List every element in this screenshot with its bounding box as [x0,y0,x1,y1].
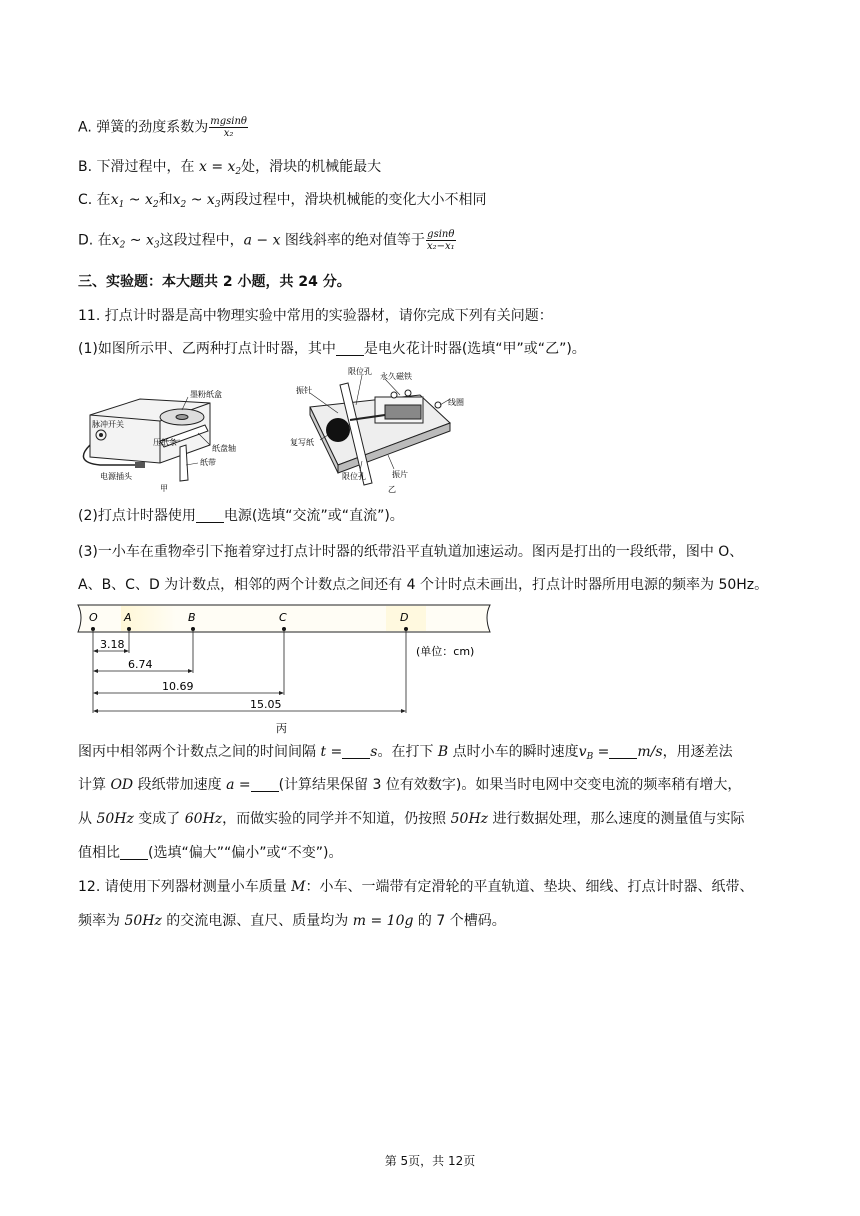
math-v: v [578,744,587,760]
math-sub: 1 [118,200,125,210]
option-a-fraction [209,116,248,139]
q11-part3-line5 [78,809,744,829]
label-paper-tape: 纸带 [200,458,216,467]
option-c [78,190,487,215]
math-a: a = [226,777,251,793]
q11-part2-pre: (2)打点计时器使用 [78,508,196,524]
text-span: 计算 [78,777,111,793]
math-x: x [111,232,120,249]
math-x: x [172,192,181,208]
option-d-mid: 这段过程中， [159,232,244,249]
q11-part3-line4 [78,775,741,795]
option-a-text: A. 弹簧的劲度系数为 [78,119,209,136]
answer-blank[interactable] [251,777,279,792]
text-span: 进行数据处理，那么速度的测量值与实际 [488,811,745,827]
math-x: x [110,192,119,208]
q11-part3-line1: (3)一小车在重物牵引下拖着穿过打点计时器的纸带沿平直轨道加速运动。图丙是打出的一段纸带，图中 O、 [78,544,744,560]
label-carbon-paper: 复写纸 [290,438,314,447]
fraction-denominator: x₂ [223,128,234,139]
math-sub: 2 [180,200,187,210]
option-b-pre: B. 下滑过程中，在 [78,159,199,175]
label-toner-box: 墨粉纸盒 [190,390,222,399]
q11-part2-post: 电源(选填“交流”或“直流”)。 [223,508,404,524]
answer-blank[interactable] [342,744,370,759]
figure-bing-tape [76,601,496,736]
math-50hz: 50Hz [96,811,134,827]
label-permanent-magnet: 永久磁铁 [380,372,412,381]
option-c-pre: C. 在 [78,192,111,208]
tape-point-b: B [188,611,196,624]
tape-point-c: C [279,611,287,624]
label-power-plug: 电源插头 [100,472,132,481]
figure-yi-drawing [290,365,490,495]
q12-line1 [78,877,754,897]
option-b-sub: 2 [235,167,242,177]
text-span: 的交流电源、直尺、质量均为 [161,913,353,929]
text-span: (计算结果保留 3 位有效数字)。如果当时电网中交变电流的频率稍有增大， [278,777,742,793]
math-x: x [144,192,153,208]
math-x: x [145,232,154,249]
caption-jia: 甲 [160,484,168,493]
tape-unit: (单位：cm) [416,645,475,658]
distance-oc: 10.69 [162,680,194,693]
math-sub: 2 [152,200,159,210]
text-span: 从 [78,811,97,827]
option-d [78,229,456,256]
q11-part3-line2: A、B、C、D 为计数点，相邻的两个计数点之间还有 4 个计时点未画出，打点计时器所用电源的频率为 50Hz。 [78,577,769,593]
label-pulse-switch: 脉冲开关 [92,420,124,429]
text-span: 点时小车的瞬时速度 [448,744,579,760]
option-b-math: x = x [198,159,236,175]
math-x: x [206,192,215,208]
option-c-and: 和 [158,192,173,208]
q11-stem: 11. 打点计时器是高中物理实验中常用的实验器材，请你完成下列有关问题： [78,308,553,324]
math-sub: 2 [119,240,126,251]
math-t: t = [320,744,343,760]
answer-blank[interactable] [609,744,637,759]
math-s: s [370,744,378,760]
tape-point-d: D [400,611,409,624]
q12-line2 [78,911,506,931]
distance-ob: 6.74 [128,658,153,671]
answer-blank[interactable] [336,341,364,356]
text-span: (选填“偏大”“偏小”或“不变”)。 [148,845,343,861]
math-od: OD [110,777,134,793]
text-span: ，而做实验的同学并不知道，仍按照 [222,811,451,827]
text-span: 值相比 [78,845,120,861]
math-50hz: 50Hz [450,811,489,827]
q11-part3-line6 [78,843,342,863]
figure-jia [80,385,280,493]
text-span: ，用逐差法 [662,744,733,760]
label-press-strip: 压纸条 [153,438,177,447]
math-60hz: 60Hz [184,811,223,827]
math-m: M [291,879,306,895]
math-b: B [437,744,449,760]
fraction-denominator: x₂−x₁ [426,241,455,252]
answer-blank[interactable] [196,508,224,523]
label-coil: 线圈 [448,398,464,407]
q11-part1 [78,339,586,359]
q11-part1-pre: (1)如图所示甲、乙两种打点计时器，其中 [78,341,336,357]
option-c-post: 两段过程中，滑块机械能的变化大小不相同 [220,192,487,208]
text-span: 变成了 [133,811,185,827]
text-span: ：小车、一端带有定滑轮的平直轨道、垫块、细线、打点计时器、纸带、 [305,879,754,895]
distance-od: 15.05 [250,698,282,711]
math-mass: m = 10g [352,913,414,929]
text-span: 的 7 个槽码。 [413,913,506,929]
math-eq: = [593,744,610,760]
label-vibrating-piece: 振片 [392,470,408,479]
option-b-post: 处，滑块的机械能最大 [241,159,382,175]
tape-drawing [76,601,496,736]
option-d-post: 图线斜率的绝对值等于 [280,232,425,249]
figure-jia-drawing [80,385,280,493]
label-paper-disk-axis: 纸盘轴 [212,444,236,453]
math-sub: B [586,752,594,762]
tape-point-a: A [124,611,132,624]
distance-oa: 3.18 [100,638,125,651]
label-limit-hole-bottom: 限位孔 [342,472,366,481]
section-heading: 三、实验题：本大题共 2 小题，共 24 分。 [78,274,351,290]
option-d-pre: D. 在 [78,232,112,249]
math-sub: 3 [214,200,221,210]
tape-point-o: O [89,611,98,624]
text-span: 图丙中相邻两个计数点之间的时间间隔 [78,744,321,760]
option-d-fraction [426,229,456,252]
text-span: 频率为 [78,913,125,929]
option-b [78,157,381,182]
math-50hz: 50Hz [124,913,162,929]
caption-yi: 乙 [388,485,396,494]
fraction-numerator: mgsinθ [210,116,247,127]
page-footer: 第 5页，共 12页 [384,1154,476,1168]
q11-part3-line3 [78,742,733,767]
label-limit-hole-top: 限位孔 [348,367,372,376]
math-sub: 3 [153,240,160,251]
text-span: 段纸带加速度 [133,777,227,793]
math-sep: ~ [186,192,207,208]
figure-yi [290,365,490,495]
caption-bing: 丙 [276,722,287,735]
answer-blank[interactable] [120,845,148,860]
option-d-math: a − x [243,232,281,249]
text-span: 。在打下 [377,744,438,760]
math-unit: m/s [637,744,663,760]
math-sep: ~ [124,192,145,208]
math-sep: ~ [125,232,146,249]
fraction-numerator: gsinθ [427,229,455,240]
text-span: 12. 请使用下列器材测量小车质量 [78,879,292,895]
q11-part2 [78,506,404,526]
label-needle: 振针 [296,386,312,395]
q11-part1-post: 是电火花计时器(选填“甲”或“乙”)。 [363,341,586,357]
option-a [78,116,248,139]
